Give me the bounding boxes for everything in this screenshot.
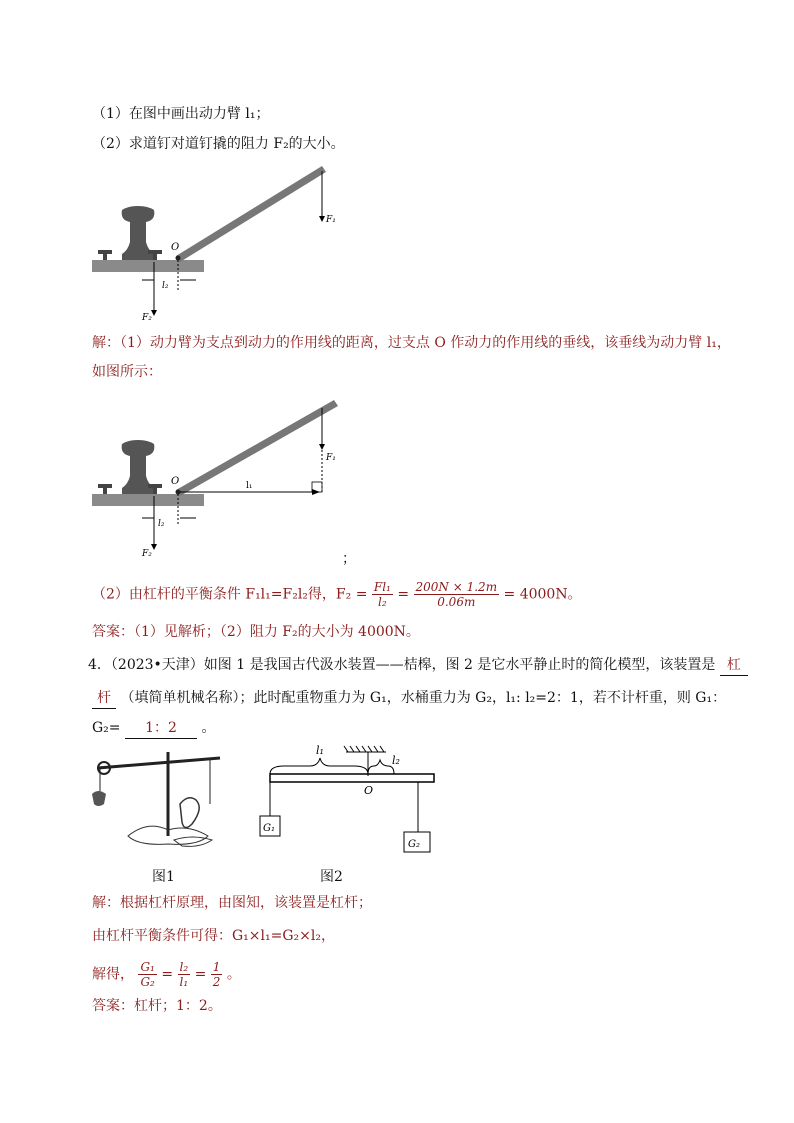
q4-answer: 答案：杠杆；1：2。 bbox=[92, 998, 222, 1014]
fig2-o-label: O bbox=[364, 784, 374, 797]
sol2-prefix: （2）由杠杆的平衡条件 F₁l₁=F₂l₂得，F₂ = bbox=[92, 586, 368, 603]
f2-label-sol: F₂ bbox=[142, 549, 152, 559]
equals-sign: = bbox=[397, 586, 410, 603]
fraction-l2-l1: $\frac{\text{l₂}}{\text{l₁}}$ bbox=[179, 960, 189, 989]
q3-solution-part2 bbox=[92, 580, 582, 609]
q4-blank2: 1：2 bbox=[125, 718, 197, 739]
q4-stem-line1: 4．（2023•天津）如图 1 是我国古代汲水装置——桔槔，图 2 是它水平静止时的简化模型，该装置是 杠 bbox=[88, 655, 748, 676]
q3-solution-line1: 解：（1）动力臂为支点到动力的作用线的距离，过支点 O 作动力的作用线的垂线，该垂线为动力臂 l₁， bbox=[92, 335, 731, 351]
sol2-result: = 4000N。 bbox=[503, 586, 582, 603]
q3-part2: （2）求道钉对道钉撬的阻力 F₂的大小。 bbox=[92, 136, 345, 152]
l1-label: l₁ bbox=[246, 481, 253, 491]
q4-blank1-cont: 杆 bbox=[92, 688, 116, 709]
q3-solution-line2: 如图所示： bbox=[92, 364, 162, 380]
fraction-fl1-over-l2: $\frac{\text{Fl₁}}{\text{l₂}}$ bbox=[373, 580, 391, 609]
l2-label: l₂ bbox=[162, 281, 169, 291]
f1-label-sol: F₁ bbox=[326, 453, 336, 463]
figure1-caption: 图1 bbox=[152, 869, 175, 885]
o-label: O bbox=[171, 242, 180, 253]
fig2-l1-label: l₁ bbox=[316, 744, 324, 757]
f1-label: F₁ bbox=[326, 215, 336, 225]
fraction-one-half: $\frac{1}{2}$ bbox=[212, 960, 221, 989]
crowbar-figure-solution bbox=[88, 396, 368, 566]
shadoof-figure bbox=[88, 744, 228, 856]
fig2-l2-label: l₂ bbox=[392, 754, 400, 767]
figure-semicolon: ； bbox=[342, 551, 356, 567]
q3-part1: （1）在图中画出动力臂 l₁； bbox=[92, 106, 270, 122]
fraction-numeric: $\frac{200N \times 1.2m}{0.06m}$ bbox=[415, 580, 498, 609]
q4-solution-line3: 解得， $\frac{\text{G₁}}{\text{G₂}}$ = $\frac{\text{l₂}}{\text{l₁}}$ = $\frac{1}{2}$ 。 bbox=[92, 960, 241, 989]
lever-model-figure bbox=[256, 742, 442, 854]
fig2-g1-label: G₁ bbox=[263, 823, 275, 834]
fraction-g1-g2: $\frac{\text{G₁}}{\text{G₂}}$ bbox=[140, 960, 155, 989]
figure2-caption: 图2 bbox=[320, 869, 343, 885]
f2-label: F₂ bbox=[142, 313, 152, 323]
l2-label-sol: l₂ bbox=[158, 519, 165, 529]
o-label-sol: O bbox=[171, 476, 180, 487]
q4-solution-line2: 由杠杆平衡条件可得：G₁×l₁=G₂×l₂， bbox=[92, 928, 335, 944]
fig2-g2-label: G₂ bbox=[408, 839, 420, 850]
q4-stem-line3: G₂= 1：2 。 bbox=[92, 718, 215, 739]
q3-answer: 答案：（1）见解析；（2）阻力 F₂的大小为 4000N。 bbox=[92, 624, 420, 640]
q4-solution-line1: 解：根据杠杆原理，由图知，该装置是杠杆； bbox=[92, 895, 372, 911]
crowbar-figure-original bbox=[88, 162, 348, 324]
q4-stem-line2: 杆 （填简单机械名称）；此时配重物重力为 G₁，水桶重力为 G₂，l₁: l₂=2：1，若不计杆重，则 G₁： bbox=[92, 688, 726, 709]
q4-blank1: 杠 bbox=[720, 655, 748, 676]
